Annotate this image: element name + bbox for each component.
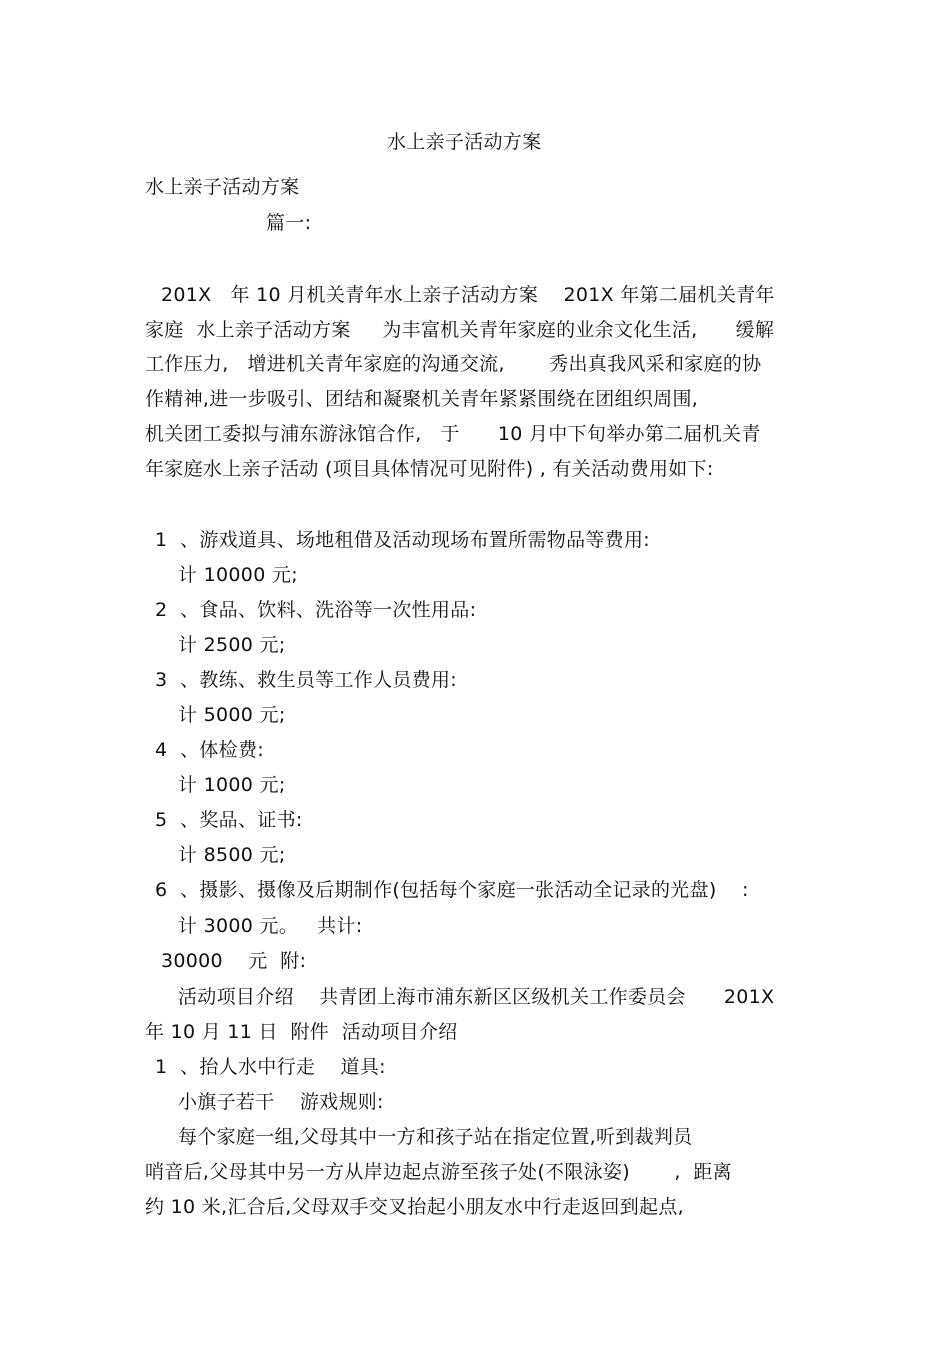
expense-item: 4 、体检费: bbox=[155, 739, 264, 761]
paragraph-line: 201X 年 10 月机关青年水上亲子活动方案 201X 年第二届机关青年 bbox=[161, 284, 775, 306]
expense-amount: 计 3000 元。 共计: bbox=[178, 915, 363, 937]
expense-amount: 计 8500 元; bbox=[178, 844, 286, 866]
paragraph-line: 每个家庭一组,父母其中一方和孩子站在指定位置,听到裁判员 bbox=[178, 1126, 693, 1148]
paragraph-line: 作精神,进一步吸引、团结和凝聚机关青年紧紧围绕在团组织周围, bbox=[145, 388, 699, 410]
paragraph-line: 工作压力, 增进机关青年家庭的沟通交流, 秀出真我风采和家庭的协 bbox=[145, 353, 762, 375]
expense-item: 2 、食品、饮料、洗浴等一次性用品: bbox=[155, 599, 477, 621]
paragraph-line: 年 10 月 11 日 附件 活动项目介绍 bbox=[145, 1021, 458, 1043]
document-subtitle: 水上亲子活动方案 bbox=[145, 176, 300, 198]
expense-item: 5 、奖品、证书: bbox=[155, 809, 303, 831]
expense-total: 30000 元 附: bbox=[161, 950, 307, 972]
paragraph-line: 机关团工委拟与浦东游泳馆合作, 于 10 月中下旬举办第二届机关青 bbox=[145, 423, 761, 445]
section-heading: 篇一: bbox=[266, 212, 312, 234]
paragraph-line: 小旗子若干 游戏规则: bbox=[178, 1091, 384, 1113]
paragraph-line: 年家庭水上亲子活动 (项目具体情况可见附件) , 有关活动费用如下: bbox=[145, 458, 714, 480]
paragraph-line: 家庭 水上亲子活动方案 为丰富机关青年家庭的业余文化生活, 缓解 bbox=[145, 319, 775, 341]
expense-amount: 计 5000 元; bbox=[178, 704, 286, 726]
expense-item: 3 、教练、救生员等工作人员费用: bbox=[155, 669, 457, 691]
expense-item: 1 、游戏道具、场地租借及活动现场布置所需物品等费用: bbox=[155, 529, 650, 551]
activity-item: 1 、抬人水中行走 道具: bbox=[155, 1056, 386, 1078]
paragraph-line: 约 10 米,汇合后,父母双手交叉抬起小朋友水中行走返回到起点, bbox=[145, 1196, 684, 1218]
expense-amount: 计 1000 元; bbox=[178, 774, 286, 796]
expense-item: 6 、摄影、摄像及后期制作(包括每个家庭一张活动全记录的光盘) : bbox=[155, 879, 749, 901]
expense-amount: 计 2500 元; bbox=[178, 634, 286, 656]
expense-amount: 计 10000 元; bbox=[178, 564, 298, 586]
paragraph-line: 哨音后,父母其中另一方从岸边起点游至孩子处(不限泳姿) , 距离 bbox=[145, 1161, 732, 1183]
document-title: 水上亲子活动方案 bbox=[387, 131, 542, 153]
paragraph-line: 活动项目介绍 共青团上海市浦东新区区级机关工作委员会 201X bbox=[178, 986, 775, 1008]
